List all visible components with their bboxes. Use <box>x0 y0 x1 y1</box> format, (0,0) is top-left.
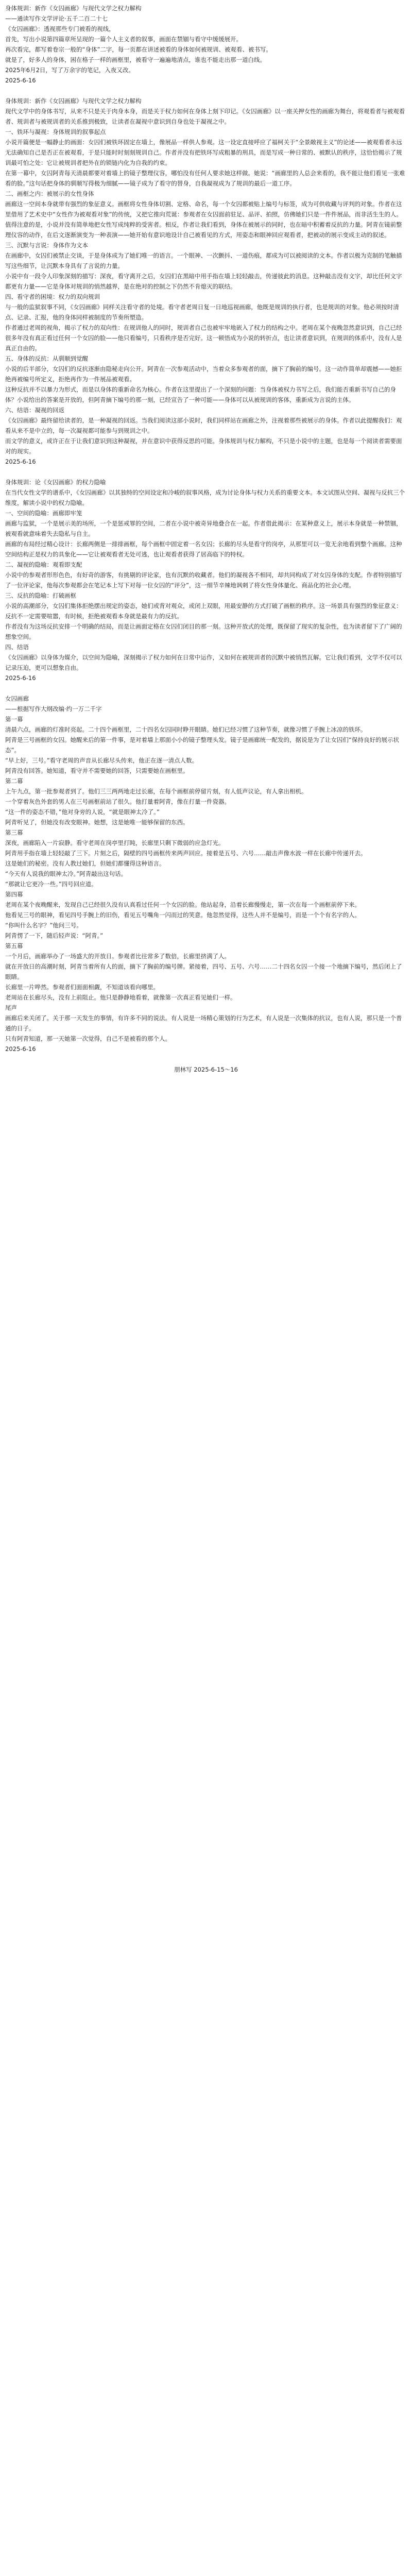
paragraph: ——通读写作文学评论·五千二百二十七 <box>5 15 108 22</box>
paragraph: 尾声 <box>5 1004 17 1011</box>
paragraph: 第二幕 <box>5 777 23 785</box>
paragraph: ——根据写作大纲改编·约一万二千字 <box>5 705 102 713</box>
closing-signature: 朋林写 2025-6-15～16 <box>174 1066 238 1073</box>
paragraph: “早上好，三号。”看守老周的声音从长廊尽头传来，他正在逐一清点人数。 <box>5 757 198 764</box>
paragraph: 阿青愣了一下，随后轻声说：“阿青。” <box>5 932 104 939</box>
paragraph: 深夜，画廊陷入一片寂静。看守老周在岗亭里打盹，长廊里只剩下微弱的应急灯光。 <box>5 839 225 846</box>
paragraph: 阿青是三号画框的女囚。她醒来后的第一件事，是对着墙上那面小小的镜子整理头发。镜子是画廊统一配发的，据说是为了让女囚们“保持良好的展示状态”。 <box>5 736 399 754</box>
paragraph: 小说中有一段令人印象深刻的描写：深夜，看守离开之后，女囚们在黑暗中用手指在墙上轻轻敲击，传递彼此的消息。这种敲击没有文字，却比任何文字都更有力量——它是身体对规训的悄然越界，是在绝对的控制之下仍然不肯熄灭的联结。 <box>5 273 402 290</box>
section-heading: 身体规训：新作《女囚画廊》与现代文学之权力解构 <box>5 5 142 12</box>
section-spacer <box>5 1054 407 1064</box>
paragraph: 他看见三号的眼神，看见四号手腕上的旧伤，看见五号嘴角一闪而过的笑意。他忽然觉得，这些人并不是编号，而是一个个有名字的人。 <box>5 911 360 919</box>
paragraph: 阿青没有回答。她知道，看守并不需要她的回答，只需要她在画框里。 <box>5 767 189 774</box>
paragraph: 画廊后来关闭了。关于那一天发生的事情，有许多不同的说法。有人说是一场精心策划的行为艺术，有人说是一次集体的抗议，也有人说，那只是一个普通的日子。 <box>5 1014 402 1032</box>
paragraph: 第五幕 <box>5 942 23 950</box>
paragraph: 《女囚画廊》以身体为媒介，以空间为隐喻，深刻揭示了权力如何在日常中运作，又如何在被规训者的沉默中被悄然瓦解。它让我们看到，文学不仅可以记录压迫，更可以想象自由。 <box>5 654 402 671</box>
paragraph: 值得注意的是，小说并没有简单地把女性写成纯粹的受害者。相反，作者让我们看到，身体在被展示的同时，也在暗中积蓄着反抗的力量。阿青在镜前整理仪容的动作，在后文逐渐演变为一种表演——她开始有意识地设计自己被看见的方式，用姿态和眼神回应观看者，把被动的展示变成主动的叙述。 <box>5 221 402 239</box>
paragraph: 画廊这一空间本身就带有强烈的象征意义。画框将女性身体切割、定格、命名，每一个女囚都被贴上编号与标签，成为可供收藏与评判的对象。作者在这里借用了艺术史中“女性作为被观看对象”的传统，又把它推向荒诞：参观者在女囚面前驻足、品评、拍照，仿佛她们只是一件件展品，而非活生生的人。 <box>5 200 402 218</box>
paragraph: 小说开篇便是一幅静止的画面：女囚们被铁环固定在墙上，像展品一样供人参观。这一设定直接呼应了福柯关于“全景敞视主义”的论述——被观看者永远无法确知自己是否正在被观看，于是只能时时刻刻规训自己。作者并没有把铁环写成粗暴的刑具，而是写成一种日常的、被默认的秩序，这恰恰揭示了规训最可怕之处：它让被规训者把外在的锁链内化为自我的约束。 <box>5 139 402 166</box>
paragraph: “今天有人说我的眼神太冷。”阿青敲出这句话。 <box>5 870 127 877</box>
paragraph: 作者通过老周的视角，揭示了权力的双向性：在规训他人的同时，规训者自己也被牢牢地嵌入了权力的结构之中。老周在某个夜晚忽然意识到，自己已经很多年没有真正看过任何一个女囚的脸——他只看编号，只看秩序是否完好。这一顿悟成为小说的转折点，也让读者意识到，在规训的体系中，没有人是真正自由的。 <box>5 324 402 352</box>
paragraph: 小说中的参观者形形色色，有好奇的游客，有挑剔的评论家，也有沉默的收藏者。他们的凝视各不相同，却共同构成了对女囚身体的支配。作者特别描写了一位评论家，他每次参观都会在笔记本上写下对每一位女囚的“评分”，这一细节辛辣地讽刺了将女性身体量化、商品化的社会心理。 <box>5 571 402 589</box>
paragraph: 画廊的布局经过精心设计：长廊两侧是一排排画框，每个画框中固定着一名女囚；长廊的尽头是看守的岗亭，从那里可以一览无余地看到整个画廊。这种空间结构正是权力的具象化——它让被观看者无处可逃，也让观看者获得了居高临下的特权。 <box>5 540 402 558</box>
paragraph: “那就让它更冷一些。”四号回应道。 <box>5 880 97 888</box>
paragraph: 小说的后半部分，女囚们的反抗逐渐由隐秘走向公开。阿青在一次参观活动中，当着众多参观者的面，摘下了胸前的编号。这一动作简单却震撼——她拒绝再被编号所定义，拒绝再作为一件展品被观看。 <box>5 365 402 383</box>
section-spacer <box>5 683 407 693</box>
document-content <box>5 3 407 1075</box>
section-heading: 女囚画廊 <box>5 695 29 702</box>
paragraph: 三、反抗的隐喻：打破画框 <box>5 592 76 599</box>
paragraph: 一个月后，画廊举办了一场盛大的开放日。参观者比往常多了数倍，长廊里挤满了人。 <box>5 953 230 960</box>
paragraph: 四、看守者的困境：权力的双向规训 <box>5 293 100 300</box>
section-date: 2025-6-16 <box>5 458 36 465</box>
paragraph: 老周站在长廊尽头，没有上前阻止。他只是静静地看着，就像第一次真正看见她们一样。 <box>5 994 236 1001</box>
paragraph: 《女囚画廊》最终留给读者的，是一种凝视的回返。当我们阅读这部小说时，我们同样站在画廊之外，注视着那些被展示的身体。作者以此提醒我们：观看从来不是中立的，每一次凝视都可能参与到规训之中。 <box>5 417 402 434</box>
section-date: 2025-6-16 <box>5 77 36 84</box>
paragraph: 阿青用手指在墙上轻轻敲了三下。片刻之后，隔壁的四号画框传来两声回应。接着是五号、六号……敲击声像水波一样在长廊中传递开去。 <box>5 850 367 857</box>
paragraph: 上午九点，第一批参观者到了。他们三三两两地走过长廊，在每个画框前停留片刻，有人低声议论，有人拿出相机。 <box>5 788 307 795</box>
paragraph: 第四幕 <box>5 891 23 898</box>
paragraph: 画廊与监狱，一个是展示美的场所，一个是惩戒罪的空间，二者在小说中被奇异地叠合在一起。作者借此揭示：在某种意义上，展示本身就是一种禁锢，被观看就意味着失去隐私与自主。 <box>5 520 402 537</box>
section-date: 2025-6-16 <box>5 674 36 682</box>
paragraph: 五、身体的反抗：从驯顺到觉醒 <box>5 355 88 362</box>
paragraph: 三、沉默与言说：身体作为文本 <box>5 242 88 249</box>
paragraph: 只有阿青知道，那一天她第一次觉得，自己不是被看的那个人。 <box>5 1035 171 1042</box>
paragraph: 一、空间的隐喻：画廊即牢笼 <box>5 510 82 517</box>
paragraph: 再次看完，都写着卷宗一般的“身体”二字，每一页都在讲述被看的身体如何被规训、被观看、被书写。 <box>5 46 272 53</box>
section-spacer <box>5 467 407 477</box>
paragraph: 首先，写出小说第四篇章所呈现的一篇个人主义者的叙事，画面在禁锢与看守中缓缓展开。 <box>5 36 242 43</box>
paragraph: 而文学的意义，或许正在于让我们意识到这种凝视，并在意识中获得反思的可能。身体规训与权力解构，不只是小说中的主题，也是每一个阅读者需要面对的现实。 <box>5 437 402 455</box>
paragraph: 小说的高潮部分，女囚们集体拒绝摆出规定的姿态，她们或背对观众，或闭上双眼，用最安静的方式打破了画框的秩序。这一场景具有强烈的象征意义：反抗不一定需要喧嚣，有时候，拒绝被观看本身就是最有力的反抗。 <box>5 602 402 620</box>
paragraph: 《女囚画廊》：透视那些专门被看的视线， <box>5 25 115 32</box>
paragraph: 这种反抗并不以暴力为形式，而是以身体的重新命名为核心。作者在这里提出了一个深刻的问题：当身体被权力书写之后，我们能否重新书写自己的身体？小说给出的答案是开放的，但阿青摘下编号的那一刻，已经宣告了一种可能——身体可以从被规训的客体，重新成为言说的主体。 <box>5 386 396 403</box>
section-heading: 身体规训：论《女囚画廊》的权力隐喻 <box>5 479 106 486</box>
paragraph: 一、铁环与凝视：身体规训的叙事起点 <box>5 128 106 135</box>
paragraph: 一个穿着灰色外套的男人在三号画框前站了很久。他打量着阿青，像在打量一件瓷器。 <box>5 798 230 805</box>
paragraph: 在第一幕中，女囚阿青每天清晨都要对着墙上的镜子整理仪容，哪怕没有任何人要求她这样做。她说：“画廊里的人总会来看的，我不能让他们看见一张难看的脸。”这句话把身体的驯顺写得极为细腻——镜子成为了看守的替身，自我凝视成为了规训的最后一道工序。 <box>5 170 405 187</box>
paragraph: 第三幕 <box>5 829 23 836</box>
paragraph: 长廊里一片哗然。参观者们面面相觑，不知道该看向哪里。 <box>5 984 159 991</box>
paragraph: “这一件的姿态不错，”他对身旁的人说，“就是眼神太冷了。” <box>5 808 160 816</box>
paragraph: 清晨六点，画廊的灯准时亮起。二十四个画框里，二十四名女囚同时睁开眼睛。她们已经习惯了这种节奏，就像习惯了手腕上冰凉的铁环。 <box>5 726 367 733</box>
paragraph: 这是她们的秘密。没有人教过她们，但她们都懂得这种语言。 <box>5 860 165 867</box>
section-date: 2025-6-16 <box>5 1045 36 1053</box>
paragraph: 在画廊中，女囚们被禁止交谈，于是身体成为了她们唯一的语言。一个眼神、一次颤抖、一道伤痕，都成为可以被阅读的文本。作者以极为克制的笔触描写这些细节，让沉默本身具有了言说的力量。 <box>5 252 402 269</box>
paragraph: 二、画框之内：被展示的女性身体 <box>5 190 94 197</box>
paragraph: 第一幕 <box>5 716 23 723</box>
paragraph: 作者没有为这场反抗安排一个明确的结局，而是让画面定格在女囚们闭目的那一刻。这种开放式的处理，既保留了现实的复杂性，也为读者留下了广阔的想象空间。 <box>5 623 402 640</box>
section-spacer <box>5 86 407 96</box>
paragraph: 四、结语 <box>5 643 29 651</box>
section-heading: 身体规训：新作《女囚画廊》与现代文学之权力解构 <box>5 97 142 105</box>
paragraph: 现代文学中的身体书写，从来不只是关于肉身本身，而是关于权力如何在身体上刻下印记。《女囚画廊》以一座关押女性的画廊为舞台，将观看者与被观看者、规训者与被规训者的关系推到极致，让读者在凝视中意识到自身也处于凝视之中。 <box>5 108 405 125</box>
paragraph: 就在开放日的高潮时刻，阿青当着所有人的面，摘下了胸前的编号牌。紧接着，四号、五号、六号……二十四名女囚一个接一个地摘下编号，然后闭上了眼睛。 <box>5 963 402 980</box>
paragraph: 2025年6月2日，写了万余字的笔记，入夜又改。 <box>5 66 134 74</box>
paragraph: 在当代女性文学的谱系中，《女囚画廊》以其独特的空间设定和冷峻的叙事风格，成为讨论身体与权力关系的重要文本。本文试图从空间、凝视与反抗三个维度，解读小说中的权力隐喻。 <box>5 489 405 506</box>
paragraph: 就是了，好多人的身体，困在格子一样的画框里，被看守一遍遍地清点，谁也不能走出那一道白线。 <box>5 56 266 63</box>
paragraph: 老周在某个夜晚醒来，发现自己已经很久没有认真看过任何一个女囚的脸。他站起身，沿着长廊慢慢走，第一次在每一个画框前停下来。 <box>5 901 360 908</box>
paragraph: 与一般的监狱叙事不同，《女囚画廊》同样关注看守者的处境。看守者老周日复一日地巡视画廊，他既是规训的执行者，也是规训的对象。他必须按时清点、记录、汇报，他的身体同样被制度的节奏所塑造。 <box>5 303 399 321</box>
paragraph: 二、凝视的隐喻：观看即支配 <box>5 561 82 568</box>
paragraph: 阿青听见了，但她没有改变眼神。她想，这是她唯一能够保留的东西。 <box>5 819 189 826</box>
paragraph: 六、结语：凝视的回返 <box>5 406 64 414</box>
paragraph: “你叫什么名字？”他问三号。 <box>5 922 82 929</box>
